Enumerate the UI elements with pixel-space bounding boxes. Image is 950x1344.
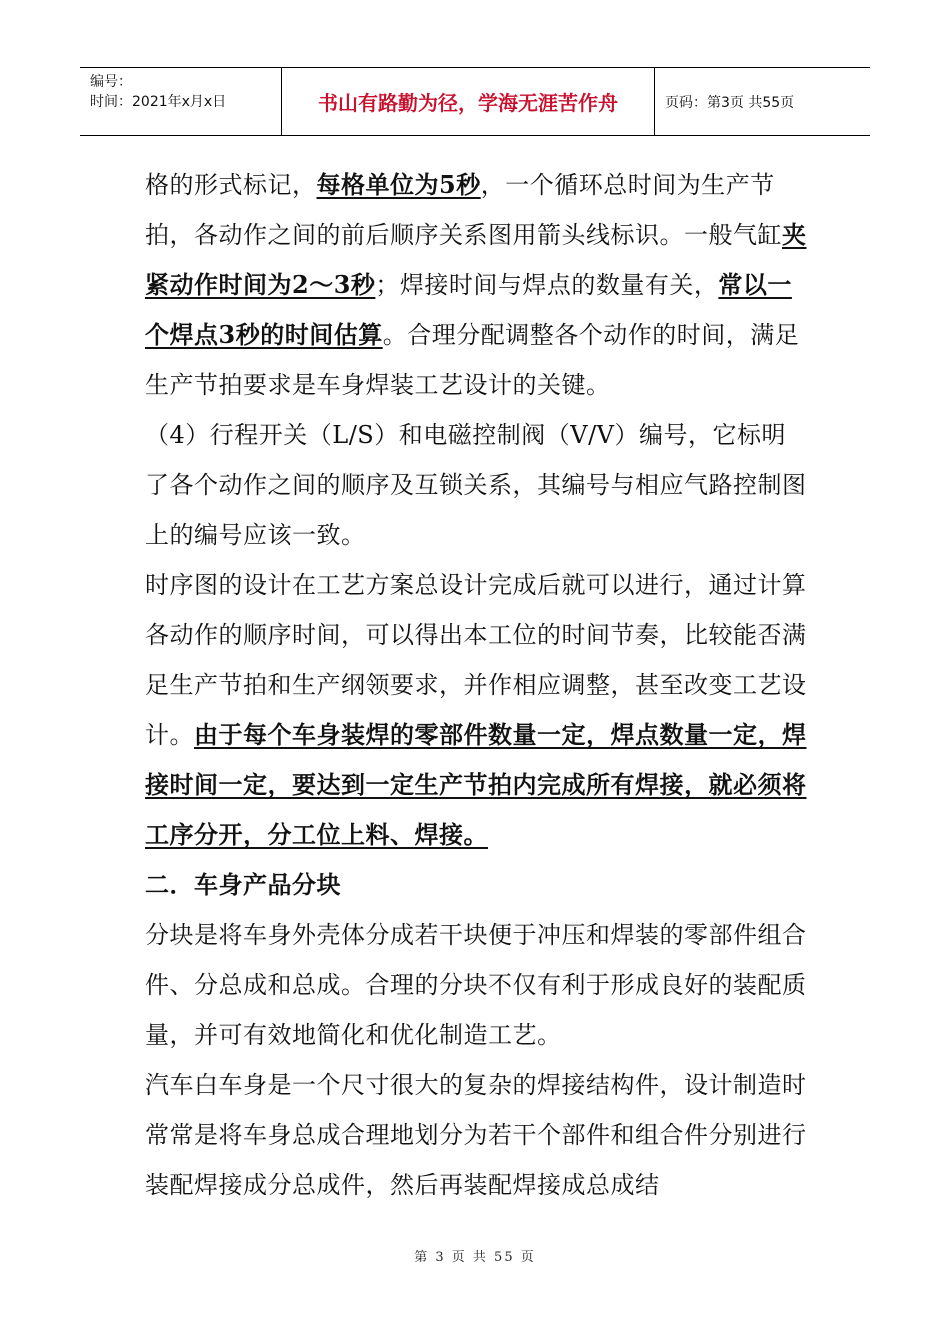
emphasized-text: 每格单位为5秒 [316, 170, 481, 199]
text-run: 时序图的设计在工艺方案总设计完成后就可以进行，通过计算各动作的顺序时间，可以得出本工位的时间节奏，比较能否满足生产节拍和生产纲领要求，并作相应调整，甚至改变工艺设计。 [145, 571, 807, 749]
number-label: 编号： [90, 74, 132, 90]
section-heading [145, 860, 810, 910]
header-meta [80, 68, 282, 135]
text-run: 分块是将车身外壳体分成若干块便于冲压和焊装的零部件组合件、分总成和总成。合理的分块不仅有利于形成良好的装配质量，并可有效地简化和优化制造工艺。 [145, 921, 807, 1049]
text-run: 格的形式标记， [145, 171, 317, 199]
header-page-code: 页码：第3页 共55页 [665, 94, 795, 111]
emphasized-text: 常以一个焊点3秒的时间估算 [145, 270, 792, 349]
header-motto: 书山有路勤为径，学海无涯苦作舟 [282, 68, 655, 135]
emphasized-text: 由于每个车身装焊的零部件数量一定，焊点数量一定，焊接时间一定，要达到一定生产节拍内完成所有焊接，就必须将工序分开，分工位上料、焊接。 [145, 720, 807, 849]
text-run: ；焊接时间与焊点的数量有关， [375, 271, 719, 299]
time-label: 时间：2021年x月x日 [90, 94, 227, 110]
page-footer: 第 3 页 共 55 页 [414, 1250, 536, 1265]
paragraph [145, 910, 810, 1060]
text-run: （4）行程开关（L/S）和电磁控制阀（V/V）编号，它标明了各个动作之间的顺序及互锁关系，其编号与相应气路控制图上的编号应该一致。 [145, 421, 807, 549]
emphasized-text: 夹紧动作时间为2～3秒 [145, 220, 807, 299]
page-header [80, 67, 870, 136]
text-run: ，一个循环总时间为生产节拍，各动作之间的前后顺序关系图用箭头线标识。一般气缸 [145, 171, 782, 249]
paragraph [145, 410, 810, 560]
paragraph [145, 560, 810, 860]
paragraph [145, 1060, 810, 1210]
text-run: 二．车身产品分块 [145, 870, 341, 899]
document-body [145, 160, 810, 1210]
text-run: 汽车白车身是一个尺寸很大的复杂的焊接结构件，设计制造时常常是将车身总成合理地划分为若干个部件和组合件分别进行装配焊接成分总成件，然后再装配焊接成总成结 [145, 1071, 807, 1199]
text-run: 。合理分配调整各个动作的时间，满足生产节拍要求是车身焊装工艺设计的关键。 [145, 321, 800, 399]
paragraph [145, 160, 810, 410]
